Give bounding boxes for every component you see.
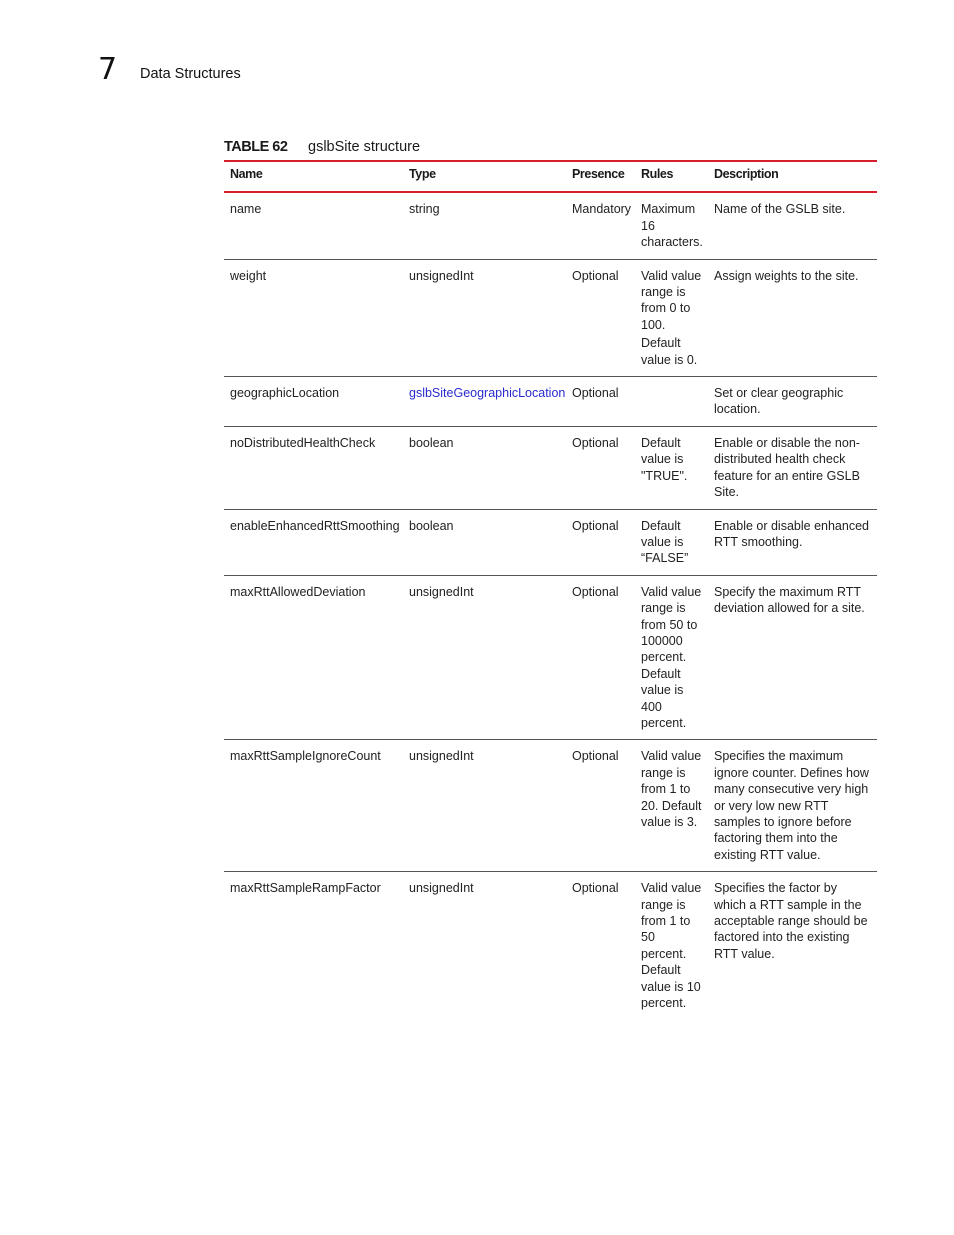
chapter-number: 7: [98, 52, 118, 87]
cell-name: maxRttAllowedDeviation: [230, 584, 366, 599]
table-row: [224, 192, 877, 259]
table-title: gslbSite structure: [308, 139, 421, 155]
cell-name: maxRttSampleRampFactor: [230, 881, 381, 896]
cell-description: Specifies the maximum ignore counter. Defines how many consecutive very high or very low new RTT samples to ignore before factoring them into the existing RTT value.: [714, 749, 869, 862]
cell-name: noDistributedHealthCheck: [230, 435, 376, 450]
gslb-site-table: [224, 160, 877, 1019]
table-row: [224, 259, 877, 376]
cell-rules: [635, 259, 708, 376]
column-header-presence: Presence: [572, 167, 625, 181]
cell-name: geographicLocation: [230, 386, 340, 401]
cell-rules: [635, 575, 708, 740]
column-header-description: Description: [714, 167, 779, 181]
cell-rules: [635, 192, 708, 259]
table-row: [224, 575, 877, 740]
table-row: [224, 377, 877, 427]
cell-type: string: [409, 202, 440, 217]
cell-description: Enable or disable the non-distributed health check feature for an entire GSLB Site.: [714, 435, 860, 500]
rules-text: Default value is 0.: [641, 336, 698, 367]
cell-rules: [635, 872, 708, 1020]
table-row: [224, 872, 877, 1020]
rules-text: Default value is "TRUE".: [641, 435, 688, 483]
cell-presence: Optional: [572, 881, 619, 896]
rules-text: Default value is “FALSE”: [641, 518, 689, 566]
cell-type: [403, 377, 566, 427]
cell-type: boolean: [409, 518, 454, 533]
cell-presence: Optional: [572, 268, 619, 283]
rules-text: Maximum 16 characters.: [641, 202, 703, 250]
type-link-gslb-site-geographic-location[interactable]: gslbSiteGeographicLocation: [409, 386, 566, 401]
cell-presence: Optional: [572, 584, 619, 599]
cell-description: Name of the GSLB site.: [714, 202, 846, 217]
cell-type: unsignedInt: [409, 881, 474, 896]
table-row: [224, 426, 877, 509]
cell-name: name: [230, 202, 262, 217]
column-header-type: Type: [409, 167, 436, 181]
cell-description: Enable or disable enhanced RTT smoothing.: [714, 518, 869, 549]
cell-type: unsignedInt: [409, 584, 474, 599]
rules-text: Valid value range is from 1 to 50 percent. Default value is 10 percent.: [641, 881, 702, 1011]
table-row: [224, 509, 877, 575]
cell-presence: Optional: [572, 749, 619, 764]
rules-text: Valid value range is from 50 to 100000 percent. Default value is 400 percent.: [641, 584, 702, 730]
cell-description: Specifies the factor by which a RTT sample in the acceptable range should be factored into the existing RTT value.: [714, 881, 868, 961]
cell-type: boolean: [409, 435, 454, 450]
cell-rules: [635, 426, 708, 509]
table-row: [224, 740, 877, 872]
rules-text: Valid value range is from 1 to 20. Default value is 3.: [641, 749, 702, 829]
rules-text: Valid value range is from 0 to 100.: [641, 268, 702, 332]
cell-type: unsignedInt: [409, 749, 474, 764]
cell-presence: Mandatory: [572, 202, 632, 217]
cell-type: unsignedInt: [409, 268, 474, 283]
cell-name: maxRttSampleIgnoreCount: [230, 749, 381, 764]
table-caption: [224, 138, 420, 156]
cell-presence: Optional: [572, 386, 619, 401]
cell-rules: [635, 377, 708, 427]
cell-presence: Optional: [572, 518, 619, 533]
cell-presence: Optional: [572, 435, 619, 450]
cell-description: Specify the maximum RTT deviation allowed for a site.: [714, 584, 865, 616]
cell-description: Set or clear geographic location.: [714, 386, 844, 417]
cell-rules: [635, 740, 708, 872]
column-header-name: Name: [230, 167, 263, 181]
table-header-row: [224, 161, 877, 192]
column-header-rules: Rules: [641, 167, 674, 181]
table-label: TABLE 62: [224, 139, 288, 155]
cell-name: weight: [230, 268, 267, 283]
cell-name: enableEnhancedRttSmoothing: [230, 518, 400, 533]
chapter-title: Data Structures: [140, 66, 241, 82]
cell-description: Assign weights to the site.: [714, 268, 859, 283]
cell-rules: [635, 509, 708, 575]
